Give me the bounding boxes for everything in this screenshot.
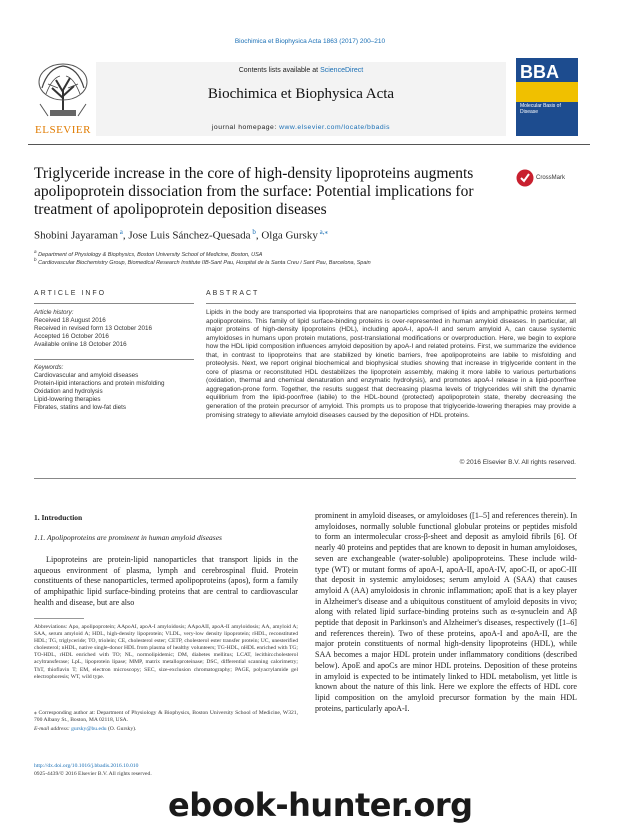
header-divider (28, 144, 590, 145)
contents-line: Contents lists available at ScienceDirect (238, 67, 364, 74)
abstract-text: Lipids in the body are transported via lipoproteins that are nanoparticles comprised of lipids and amphipathic proteins termed apolipoproteins. This family of lipid surface-binding proteins is over-represented in human amyloid diseases. In particular, all major proteins of high-density lipoproteins (HDL), including apoA-I, apoA-II and serum amyloid A, can cause systemic amyloidoses in humans upon protein mutations, post-translational modifications or overproduction. Here, we begin to explore how the HDL lipid composition influences amyloid deposition by apoA-I and related proteins. First, we summarize the evidence that, in contrast to lipoproteins that are stabilized by kinetic barriers, free apolipoproteins are labile to misfolding and proteolysis. Next, we report original biochemical and biophysical studies showing that increase in triglyceride content in the core of plasma or reconstituted HDL destabilizes the lipoprotein assembly, making it more labile to various perturbations (oxidation, thermal and chemical denaturation and enzymatic hydrolysis), and promotes apoA-I release in a lipid-poor/free aggregation-prone form. Together, the results suggest that decreasing plasma levels of triglycerides will shift the dynamic equilibrium from the lipid-poor/free (labile) to the HDL-bound (protected) apolipoprotein state, thereby decreasing the generation of the protein precursor of amyloid. This prompts us to propose that triglyceride-lowering therapies may provide a promising strategy to alleviate amyloid diseases caused by the deposition of HDL proteins. (206, 309, 576, 419)
abstract-rule (206, 303, 576, 304)
journal-homepage: journal homepage: www.elsevier.com/locate/bbadis (211, 124, 391, 131)
author-affiliation-mark[interactable]: a (118, 228, 123, 236)
author-affiliation-mark[interactable]: a,⁎ (317, 228, 328, 236)
email-footnote: E-mail address: gursky@bu.edu (O. Gursky). (34, 726, 137, 732)
section-heading: 1. Introduction (34, 513, 83, 522)
cover-abbrev: BBA (520, 62, 559, 82)
author-name: Shobini Jayaraman (34, 229, 119, 242)
journal-cover (516, 58, 578, 136)
author-name: Jose Luis Sánchez-Quesada (128, 229, 251, 242)
email-link[interactable]: gursky@bu.edu (71, 726, 107, 732)
abbreviations-footnote: Abbreviations: Apo, apolipoprotein; AApoAI, apoA-I amyloidosis; AApoAII, apoA-II amyloidosis; AA, amyloid A; SAA, serum amyloid A; HDL, high-density lipoprotein; VLDL, very-low density lipoprotein; rHDL, reconstituted HDL; TG, triglyceride; TO, triolein; CE, cholesterol ester; CETP, cholesterol ester transfer protein; UC, unesterified cholesterol; nHDL, native single-donor HDL from plasma of healthy volunteers; TG-HDL, nHDL enriched with TG; TO-HDL, rHDL enriched with TO; NL, normolipidemic; DM, diabetes mellitus; LCAT, lecithin:cholesterol acyltransferase; LpL, lipoprotein lipase; MMP, matrix metalloproteinase; DSC, differential scanning calorimetry; ThT, thioflavin T; EM, electron microscopy; SEC, size-exclusion chromatography; PAGE, polyacrylamide gel electrophoresis; WT, wild type. (34, 624, 298, 680)
article-info-rule (34, 303, 194, 304)
crossmark-icon (516, 169, 534, 187)
journal-reference[interactable]: Biochimica et Biophysica Acta 1863 (2017) 200–210 (234, 38, 386, 45)
doi-link[interactable]: http://dx.doi.org/10.1016/j.bbadis.2016.10.010 (34, 763, 139, 769)
intro-paragraph-left: Lipoproteins are protein-lipid nanoparticles that transport lipids in the aqueous environment of plasma, lymph and cerebrospinal fluid. Protein constituents of these nanoparticles, termed apolipoproteins (apos), form a family of amphipathic lipid surface-binding proteins that are central to cardiovascular health and disease, but are also (34, 555, 298, 607)
history-rule (34, 359, 194, 360)
author-affiliation-mark[interactable]: b (250, 228, 256, 236)
abstract-heading: ABSTRACT (206, 290, 260, 297)
homepage-link[interactable]: www.elsevier.com/locate/bbadis (279, 124, 391, 131)
abstract-bottom-rule (34, 478, 576, 479)
author-separator: , (255, 229, 262, 242)
crossmark-badge[interactable] (516, 166, 574, 190)
corresponding-author-footnote: ⁎ Corresponding author at: Department of Physiology & Biophysics, Boston University School of Medicine, W321, 700 Albany St., Boston, MA 02118, USA. (34, 710, 298, 724)
article-info-heading: ARTICLE INFO (34, 290, 107, 297)
issn-line: 0925-4439/© 2016 Elsevier B.V. All rights reserved. (34, 771, 152, 777)
affiliation-a: $^a$ Department of Physiology & Biophysics, Boston University School of Medicine, Boston, USA (34, 249, 263, 258)
watermark: ebook-hunter.org (168, 786, 473, 824)
author-name: Olga Gursky (261, 229, 318, 242)
author-separator: , (122, 229, 129, 242)
journal-title: Biochimica et Biophysica Acta (207, 86, 395, 102)
article-title: Triglyceride increase in the core of high-density lipoproteins augments apolipoprotein dissociation from the surface: Potential implications for treatment of apolipoprotein deposition diseases (34, 165, 474, 218)
intro-paragraph-right: prominent in amyloid diseases, or amyloidoses ([1–5] and references therein). In amyloidoses, normally soluble functional globular proteins or peptides misfold to form an intermolecular cross-β-sheet and deposit as amyloid fibrils [6]. Of nearly 40 proteins and peptides that are known to deposit in human amyloidoses, seven are exchangeable (water-soluble) apolipoproteins. These include wild-type (WT) or mutant forms of apoA-I, apoA-II, apoA-IV, apoC-II, or apoC-III that deposit in systemic amyloidoses; serum amyloid A (SAA) that causes amyloid A (AA) amyloidosis in chronic inflammation; apoE that is a key player in Alzheimer's disease and a ubiquitous constituent of amyloid deposits in vivo; along with related lipid surface-binding proteins such as α-synuclein and Aβ peptide that deposit in Parkinson's and Alzheimer's diseases, respectively ([1–6] and references therein). Two of these proteins, apoA-I and apoA-II, are the major protein constituents of normal high-density lipoproteins (HDL), while SAA becomes a major HDL protein under inflammatory conditions (described below). ApoE and apoCs are minor HDL proteins. Deposition of these proteins in amyloid is expected to be intimately linked to HDL metabolism, yet little is known about the nature of this link. Here we explore the effects of HDL core lipid composition on the amyloid precursor formation by the main HDL proteins, particularly apoA-I. (315, 511, 577, 713)
publisher-name: ELSEVIER (35, 124, 91, 136)
author-list (34, 228, 328, 242)
cover-subtitle: Molecular Basis of Disease (520, 103, 561, 115)
subsection-heading: 1.1. Apolipoproteins are prominent in human amyloid diseases (34, 533, 222, 542)
footnote-rule (34, 618, 84, 619)
abstract-copyright: © 2016 Elsevier B.V. All rights reserved. (459, 459, 576, 466)
article-history: Article history: Received 18 August 2016 Received in revised form 13 October 2016 Accepted 16 October 2016 Available online 18 October 2016 (34, 309, 152, 348)
cover-band (516, 82, 578, 102)
keywords: Keywords: Cardiovascular and amyloid diseases Protein-lipid interactions and protein misfolding Oxidation and hydrolysis Lipid-lowering therapies Fibrates, statins and low-fat diets (34, 364, 165, 411)
sciencedirect-link[interactable]: ScienceDirect (320, 67, 364, 74)
affiliation-b: $^b$ Cardiovascular Biochemistry Group, Biomedical Research Institute IIB-Sant Pau, Hospital de la Santa Creu i Sant Pau, Barcelona, Spain (34, 257, 371, 266)
crossmark-label: CrossMark (536, 175, 566, 181)
